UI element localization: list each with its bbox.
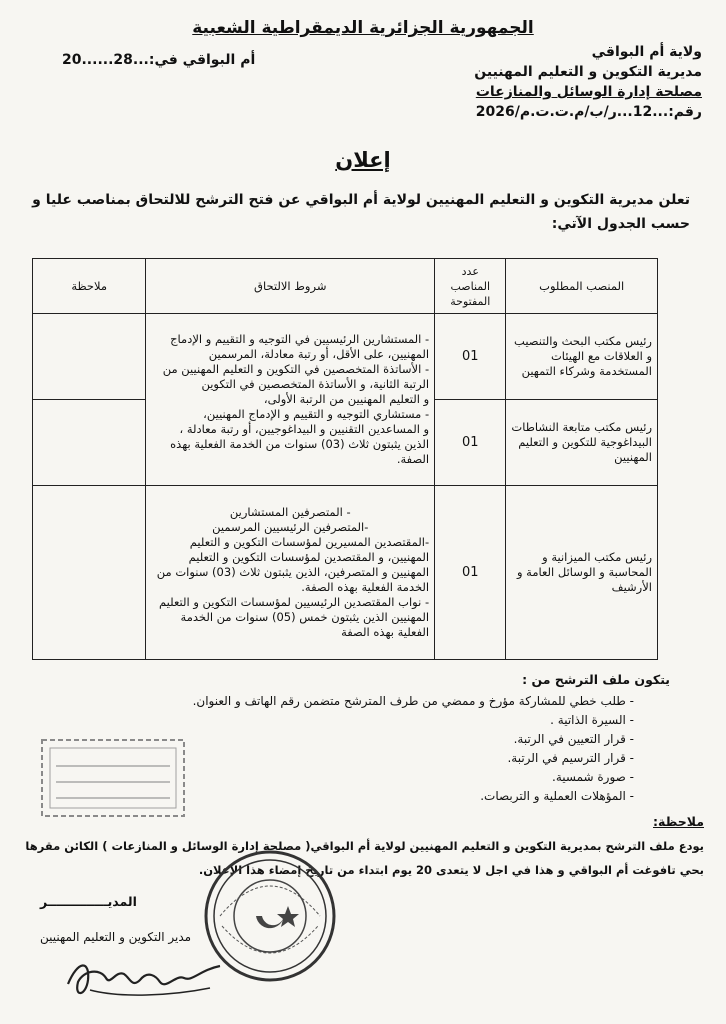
condition-line: - الأساتذة المتخصصين في التكوين و التعليم المهنيين من الرتبة الثانية، و الأساتذة المتخصصين في التكوين <box>162 362 430 391</box>
issuer-block <box>372 42 702 122</box>
condition-line: - المستشارين الرئيسيين في التوجيه و التقييم و الإدماج المهنيين، على الأقل، أو رتبة معادلة، المرسمين <box>170 332 430 361</box>
condition-line: - نواب المقتصدين الرئيسيين لمؤسسات التكوين و التعليم المهنيين الذين يثبتون خمس (05) سنوات من الخدمة الفعلية بهذه الصفة <box>159 595 430 639</box>
condition-line: - المتصرفين المستشارين <box>229 505 351 519</box>
intro-paragraph: تعلن مديرية التكوين و التعليم المهنيين لولاية أم البواقي عن فتح الترشح للالتحاق بمناصب عليا و حسب الجدول الآتي: <box>32 192 690 232</box>
list-item: - المؤهلات العملية و التربصات. <box>480 789 634 803</box>
announcement-title-text: إعلان <box>335 148 391 172</box>
list-item: - السيرة الذاتية . <box>550 713 634 727</box>
list-item: - طلب خطي للمشاركة مؤرخ و ممضي من طرف المترشح متضمن رقم الهاتف و العنوان. <box>192 694 634 708</box>
signature-icon <box>60 940 230 1010</box>
wilaya-line: ولاية أم البواقي <box>591 44 702 60</box>
condition-line: -المقتصدين المسيرين لمؤسسات التكوين و التعليم المهنيين، و المقتصدين لمؤسسات التكوين و التعليم المهنيين و المتصرفين، الذين يثبتون ثلاث (03) سنوات من الخدمة الفعلية بهذه الصفة. <box>156 535 430 594</box>
condition-line: -المتصرفين الرئيسيين المرسمين <box>212 520 369 534</box>
count-cell: 01 <box>435 400 506 486</box>
condition-line: - مستشاري التوجيه و التقييم و الإدماج المهنيين، <box>203 407 430 421</box>
remarks-cell <box>33 486 146 660</box>
service-line: مصلحة إدارة الوسائل والمنازعات <box>475 84 702 100</box>
directorate-line: مديرية التكوين و التعليم المهنيين <box>474 64 702 80</box>
position-cell: رئيس مكتب متابعة النشاطات البيداغوجية للتكوين و التعليم المهنيين <box>506 400 658 486</box>
condition-line: و المساعدين التقنيين و البيداغوجيين، أو رتبة معادلة ، الذين يثبتون ثلاث (03) سنوات من الخدمة الفعلية بهذه الصفة. <box>170 422 430 466</box>
application-file-heading: يتكون ملف الترشح من : <box>522 672 670 687</box>
positions-table <box>32 258 658 660</box>
announcement-title <box>0 148 726 172</box>
header-count: عدد المناصب المفتوحة <box>435 259 506 314</box>
list-item: - صورة شمسية. <box>552 770 634 784</box>
note-heading: ملاحظة: <box>653 814 704 829</box>
place-date-line: أم البواقي في:...28......20 <box>62 52 256 68</box>
list-item: - قرار التعيين في الرتبة. <box>513 732 634 746</box>
position-cell: رئيس مكتب البحث والتنصيب و العلاقات مع الهيئات المستخدمة وشركاء التمهين <box>506 314 658 400</box>
director-subtitle: مدير التكوين و التعليم المهنيين <box>40 930 192 944</box>
header-position: المنصب المطلوب <box>506 259 658 314</box>
remarks-cell <box>33 400 146 486</box>
header-remarks: ملاحظة <box>33 259 146 314</box>
list-item: - قرار الترسيم في الرتبة. <box>507 751 634 765</box>
conditions-cell <box>146 486 435 660</box>
reference-line: رقم:...12...ر/ب/م.ت.ت.م/2026 <box>475 104 702 120</box>
director-label: المديــــــــــــــر <box>40 894 137 909</box>
note-paragraph: يودع ملف الترشح بمديرية التكوين و التعليم المهنيين لولاية أم البواقي( مصلحة إدارة الوسائل و المنازعات ) الكائن مقرها بحي تافوغت أم البواقي و هذا في اجل لا يتعدى 20 يوم ابتداء من تاريخ إمضاء هذا الإعلان. <box>25 839 704 877</box>
republic-header: الجمهورية الجزائرية الديمقراطية الشعبية <box>192 18 534 38</box>
table-row <box>33 486 658 660</box>
count-cell: 01 <box>435 314 506 400</box>
position-cell: رئيس مكتب الميزانية و المحاسبة و الوسائل العامة و الأرشيف <box>506 486 658 660</box>
table-row <box>33 314 658 400</box>
condition-line: و التعليم المهنيين من الرتبة الأولى، <box>263 392 430 406</box>
conditions-cell <box>146 314 435 486</box>
table-header-row <box>33 259 658 314</box>
remarks-cell <box>33 314 146 400</box>
count-cell: 01 <box>435 486 506 660</box>
header-conditions: شروط الالتحاق <box>146 259 435 314</box>
receipt-stamp-icon <box>38 736 188 820</box>
